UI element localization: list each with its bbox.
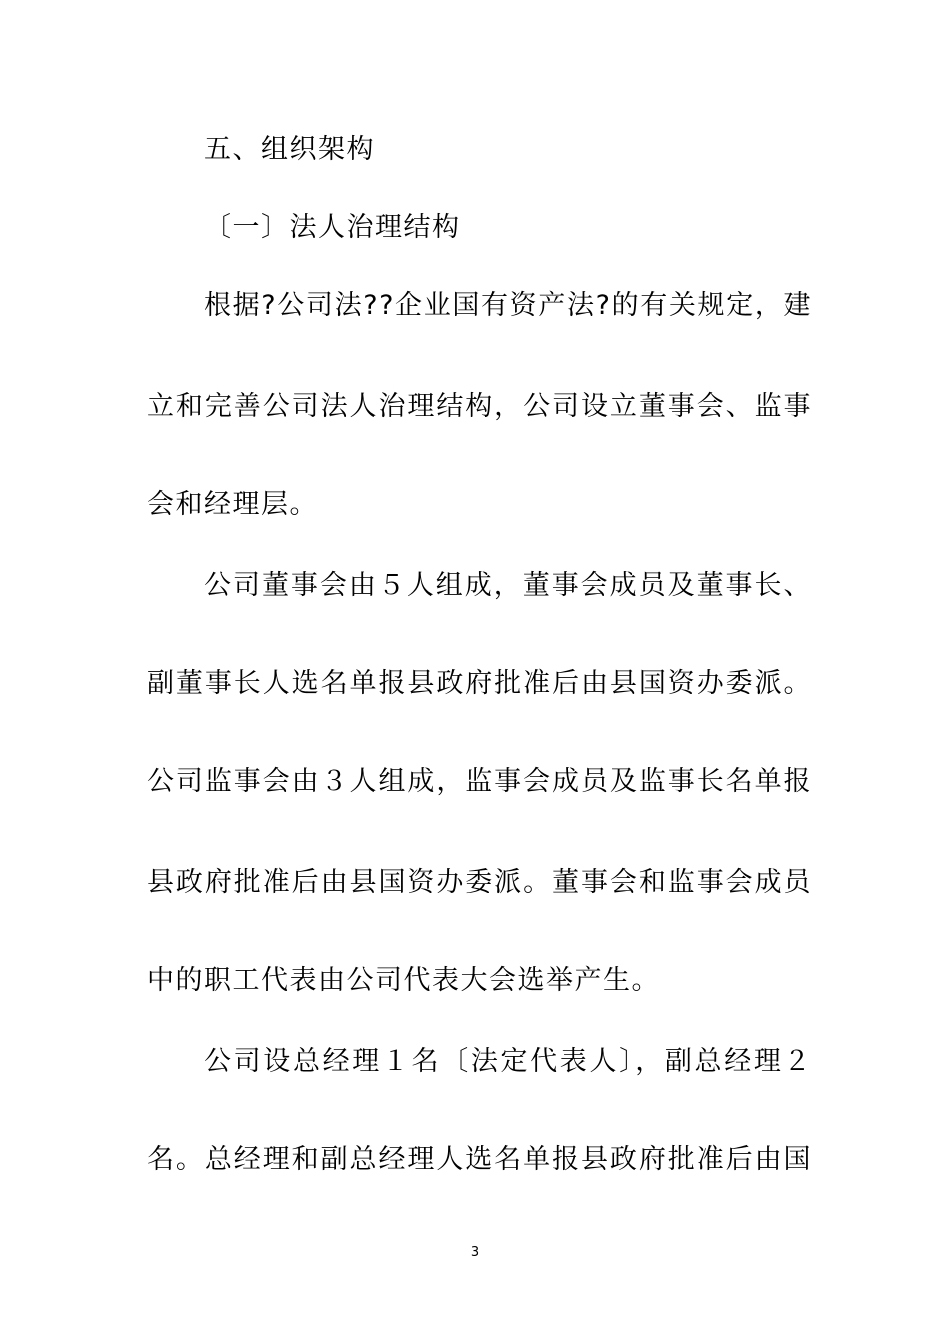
paragraph-line: 中的职工代表由公司代表大会选举产生。 — [147, 965, 660, 996]
page-number: 3 — [470, 1245, 480, 1260]
paragraph-line: 公司设总经理１名〔法定代表人〕，副总经理２ — [204, 1046, 812, 1077]
paragraph-line: 县政府批准后由县国资办委派。董事会和监事会成员 — [147, 867, 812, 898]
paragraph-line: 名。总经理和副总经理人选名单报县政府批准后由国 — [147, 1144, 812, 1175]
paragraph-line: 公司董事会由５人组成，董事会成员及董事长、 — [204, 570, 812, 601]
paragraph-line: 立和完善公司法人治理结构，公司设立董事会、监事 — [147, 391, 812, 422]
paragraph-line: 会和经理层。 — [147, 489, 318, 520]
subsection-heading: 〔一〕法人治理结构 — [204, 212, 461, 243]
section-heading: 五、组织架构 — [204, 134, 375, 165]
paragraph-line: 副董事长人选名单报县政府批准后由县国资办委派。 — [147, 668, 812, 699]
paragraph-line: 公司监事会由３人组成，监事会成员及监事长名单报 — [147, 766, 812, 797]
paragraph-line: 根据?公司法??企业国有资产法?的有关规定，建 — [204, 290, 812, 321]
